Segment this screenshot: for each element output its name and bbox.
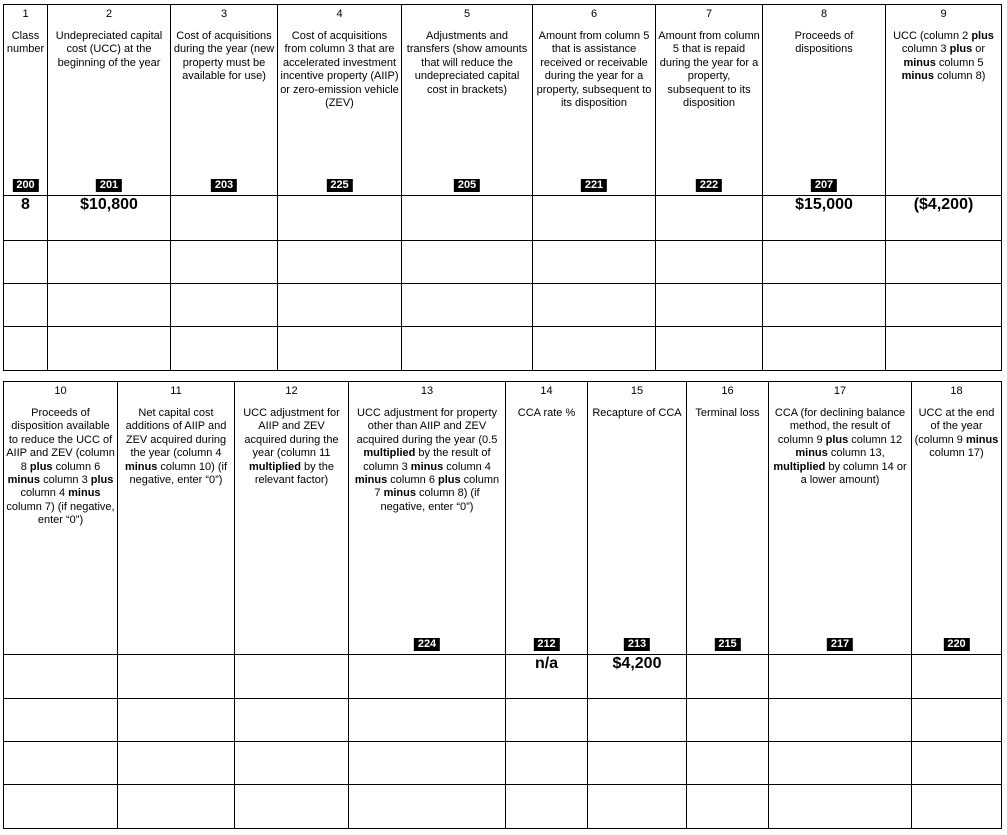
cell-col-1[interactable] [4, 284, 48, 327]
cell-col-1[interactable]: 8 [4, 196, 48, 241]
column-number: 1 [22, 8, 29, 20]
cell-col-12[interactable] [235, 655, 349, 699]
cell-col-14[interactable] [506, 742, 588, 785]
data-row [4, 327, 1002, 371]
cell-col-6[interactable] [533, 327, 656, 371]
column-description: Proceeds of disposition available to reduce the UCC of AIIP and ZEV (column 8 plus column 6 minus column 3 plus column 4 minus column 7) (if negative, enter “0”) [6, 407, 115, 527]
cell-col-3[interactable] [171, 196, 278, 241]
column-number: 4 [336, 8, 343, 20]
data-row [4, 196, 1002, 241]
column-description: UCC at the end of the year (column 9 minus column 17) [914, 407, 999, 460]
column-header-3 [171, 5, 278, 196]
line-code-badge: 213 [624, 638, 650, 651]
cell-col-15[interactable]: $4,200 [588, 655, 687, 699]
cell-col-3[interactable] [171, 327, 278, 371]
column-header-18 [912, 382, 1002, 655]
column-number: 9 [940, 8, 947, 20]
header-row [4, 5, 1002, 196]
column-description: Undepreciated capital cost (UCC) at the beginning of the year [55, 30, 163, 69]
cell-col-5[interactable] [402, 327, 533, 371]
cell-col-18[interactable] [912, 785, 1002, 829]
cell-col-12[interactable] [235, 699, 349, 742]
cell-col-1[interactable] [4, 241, 48, 284]
cell-col-6[interactable] [533, 241, 656, 284]
column-number: 8 [820, 8, 828, 20]
cell-col-5[interactable] [402, 241, 533, 284]
column-number: 15 [630, 385, 644, 397]
data-row [4, 284, 1002, 327]
cell-col-11[interactable] [118, 785, 235, 829]
column-number: 14 [540, 385, 553, 397]
line-code-badge: 222 [696, 179, 722, 192]
column-description: Class number [6, 30, 45, 56]
cell-col-6[interactable] [533, 284, 656, 327]
column-header-4 [278, 5, 402, 196]
cell-col-13[interactable] [349, 785, 506, 829]
column-header-16 [687, 382, 769, 655]
cca-schedule-table-columns-10-18 [3, 381, 1002, 829]
column-description: Proceeds of dispositions [794, 30, 854, 56]
cell-col-17[interactable] [769, 785, 912, 829]
line-code-badge: 225 [326, 179, 352, 192]
column-number: 12 [285, 385, 298, 397]
cell-col-17[interactable] [769, 699, 912, 742]
cell-col-11[interactable] [118, 699, 235, 742]
cell-col-5[interactable] [402, 284, 533, 327]
column-description: UCC adjustment for property other than AIIP and ZEV acquired during the year (0.5 multiplied by the result of column 3 minus column 4 minus column 6 plus column 7 minus column 8) (if negative, enter “0”) [354, 407, 500, 513]
column-description: CCA (for declining balance method, the result of column 9 plus column 12 minus column 13, multiplied by column 14 or a lower amount) [773, 407, 907, 487]
column-header-5 [402, 5, 533, 196]
column-number: 16 [721, 385, 734, 397]
column-description: UCC (column 2 plus column 3 plus or minus column 5 minus column 8) [893, 30, 994, 83]
cell-col-10[interactable] [4, 655, 118, 699]
cell-col-7[interactable] [656, 241, 763, 284]
column-header-7 [656, 5, 763, 196]
cell-col-7[interactable] [656, 327, 763, 371]
column-header-15 [588, 382, 687, 655]
column-description: UCC adjustment for AIIP and ZEV acquired during the year (column 11 multiplied by the relevant factor) [243, 407, 340, 487]
column-description: Amount from column 5 that is repaid during the year for a property, subsequent to its disposition [658, 30, 760, 110]
cell-col-2[interactable] [48, 284, 171, 327]
cell-col-8[interactable] [763, 284, 886, 327]
column-header-14 [506, 382, 588, 655]
column-number: 18 [950, 385, 963, 397]
cell-col-14[interactable] [506, 699, 588, 742]
column-header-10 [4, 382, 118, 655]
cell-col-7[interactable] [656, 196, 763, 241]
cell-col-15[interactable] [588, 742, 687, 785]
line-code-badge: 203 [211, 179, 237, 192]
column-header-1 [4, 5, 48, 196]
column-number: 5 [463, 8, 471, 20]
data-row [4, 241, 1002, 284]
cell-col-2[interactable] [48, 241, 171, 284]
column-description: CCA rate % [517, 407, 576, 419]
column-number: 6 [590, 8, 598, 20]
column-description: Terminal loss [695, 407, 760, 419]
cell-col-9[interactable] [886, 284, 1002, 327]
cell-col-11[interactable] [118, 742, 235, 785]
cell-col-3[interactable] [171, 284, 278, 327]
column-number: 13 [420, 385, 434, 397]
column-header-13 [349, 382, 506, 655]
cell-col-12[interactable] [235, 742, 349, 785]
column-number: 2 [105, 8, 113, 20]
line-code-badge: 212 [533, 638, 559, 651]
column-header-17 [769, 382, 912, 655]
column-number: 10 [54, 385, 67, 397]
column-description: Net capital cost additions of AIIP and ZEV acquired during the year (column 4 minus column 10) (if negative, enter “0”) [124, 407, 228, 487]
line-code-badge: 200 [12, 179, 38, 192]
cell-col-13[interactable] [349, 742, 506, 785]
column-header-12 [235, 382, 349, 655]
cell-col-2[interactable] [48, 327, 171, 371]
line-code-badge: 215 [714, 638, 740, 651]
cell-col-18[interactable] [912, 742, 1002, 785]
cca-schedule-table-columns-1-9 [3, 4, 1002, 371]
column-description: Recapture of CCA [592, 407, 682, 419]
cell-col-18[interactable] [912, 655, 1002, 699]
column-description: Cost of acquisitions from column 3 that are accelerated investment incentive property (AIIP) or zero-emission vehicle (ZEV) [280, 30, 399, 110]
cell-col-11[interactable] [118, 655, 235, 699]
column-header-6 [533, 5, 656, 196]
column-number: 7 [705, 8, 713, 20]
cell-col-17[interactable] [769, 655, 912, 699]
cell-col-4[interactable] [278, 284, 402, 327]
cell-col-15[interactable] [588, 785, 687, 829]
data-row [4, 655, 1002, 699]
data-row [4, 785, 1002, 829]
cell-col-9[interactable]: ($4,200) [886, 196, 1002, 241]
cell-col-8[interactable] [763, 241, 886, 284]
cell-col-2[interactable]: $10,800 [48, 196, 171, 241]
cell-col-17[interactable] [769, 742, 912, 785]
cell-col-16[interactable] [687, 742, 769, 785]
cell-col-16[interactable] [687, 655, 769, 699]
cell-col-10[interactable] [4, 742, 118, 785]
column-header-9 [886, 5, 1002, 196]
cell-col-14[interactable]: n/a [506, 655, 588, 699]
line-code-badge: 221 [581, 179, 607, 192]
cell-col-18[interactable] [912, 699, 1002, 742]
cell-col-1[interactable] [4, 327, 48, 371]
line-code-badge: 220 [943, 638, 969, 651]
cell-col-15[interactable] [588, 699, 687, 742]
cell-col-10[interactable] [4, 699, 118, 742]
column-number: 17 [833, 385, 847, 397]
line-code-badge: 201 [96, 179, 122, 192]
column-header-11 [118, 382, 235, 655]
cell-col-9[interactable] [886, 327, 1002, 371]
cell-col-9[interactable] [886, 241, 1002, 284]
cell-col-16[interactable] [687, 699, 769, 742]
cell-col-3[interactable] [171, 241, 278, 284]
data-row [4, 699, 1002, 742]
column-description: Cost of acquisitions during the year (new property must be available for use) [173, 30, 275, 83]
cell-col-4[interactable] [278, 241, 402, 284]
column-number: 3 [220, 8, 228, 20]
cell-col-4[interactable] [278, 327, 402, 371]
cell-col-5[interactable] [402, 196, 533, 241]
data-row [4, 742, 1002, 785]
column-description: Adjustments and transfers (show amounts that will reduce the undepreciated capital cost in brackets) [406, 30, 528, 96]
cell-col-16[interactable] [687, 785, 769, 829]
cell-col-7[interactable] [656, 284, 763, 327]
header-row [4, 382, 1002, 655]
cell-col-8[interactable] [763, 327, 886, 371]
line-code-badge: 205 [454, 179, 480, 192]
column-header-8 [763, 5, 886, 196]
column-header-2 [48, 5, 171, 196]
line-code-badge: 224 [414, 638, 440, 651]
cell-col-13[interactable] [349, 655, 506, 699]
column-number: 11 [170, 385, 182, 397]
cell-col-4[interactable] [278, 196, 402, 241]
cell-col-6[interactable] [533, 196, 656, 241]
line-code-badge: 217 [827, 638, 853, 651]
cell-col-14[interactable] [506, 785, 588, 829]
column-description: Amount from column 5 that is assistance received or receivable during the year for a property, subsequent to its disposition [536, 30, 652, 110]
cell-col-8[interactable]: $15,000 [763, 196, 886, 241]
cell-col-12[interactable] [235, 785, 349, 829]
cell-col-10[interactable] [4, 785, 118, 829]
line-code-badge: 207 [811, 179, 837, 192]
cell-col-13[interactable] [349, 699, 506, 742]
